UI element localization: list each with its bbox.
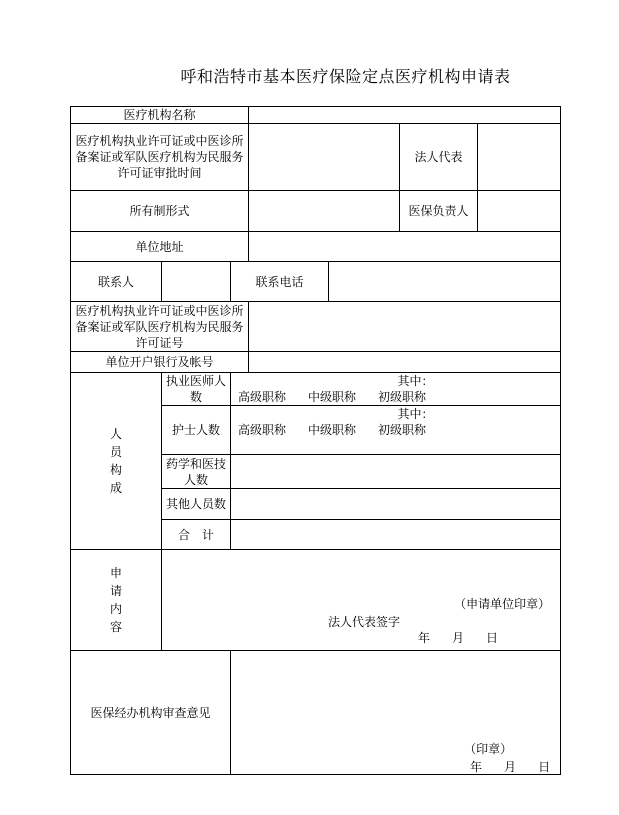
review-date: 年 月 日 (470, 760, 551, 774)
review-opinion-label: 医保经办机构审查意见 (71, 651, 231, 775)
nurses-count-field[interactable]: 其中： 高级职称 中级职称 初级职称 (231, 406, 561, 455)
total-count-label: 合 计 (162, 520, 231, 550)
institution-name-label: 医疗机构名称 (71, 107, 249, 124)
institution-name-field[interactable] (249, 107, 561, 124)
legal-rep-signature-label: 法人代表签字 (328, 615, 401, 629)
pharma-count-label: 药学和医技人数 (162, 455, 231, 489)
others-count-field[interactable] (231, 489, 561, 520)
application-date: 年 月 日 (418, 631, 499, 645)
contact-label: 联系人 (71, 262, 162, 302)
legal-rep-field[interactable] (478, 124, 561, 191)
contact-phone-field[interactable] (329, 262, 561, 302)
doctors-count-label: 执业医师人数 (162, 373, 231, 406)
pharma-count-field[interactable] (231, 455, 561, 489)
insurance-head-label: 医保负责人 (400, 191, 478, 232)
license-review-time-label: 医疗机构执业许可证或中医诊所备案证或军队医疗机构为民服务许可证审批时间 (71, 124, 249, 191)
bank-account-label: 单位开户银行及帐号 (71, 352, 249, 373)
staff-composition-label: 人 员 构 成 (71, 373, 162, 550)
legal-rep-label: 法人代表 (400, 124, 478, 191)
applicant-seal-text: （申请单位印章） (454, 597, 551, 611)
application-content-field[interactable] (162, 550, 561, 651)
license-review-time-field[interactable] (249, 124, 400, 191)
bank-account-field[interactable] (249, 352, 561, 373)
review-opinion-field[interactable] (231, 651, 561, 775)
review-seal-text: （印章） (464, 742, 513, 756)
address-label: 单位地址 (71, 232, 249, 262)
form-title: 呼和浩特市基本医疗保险定点医疗机构申请表 (180, 67, 511, 86)
license-number-label: 医疗机构执业许可证或中医诊所备案证或军队医疗机构为民服务许可证号 (71, 302, 249, 352)
nurses-count-label: 护士人数 (162, 406, 231, 455)
contact-phone-label: 联系电话 (231, 262, 329, 302)
contact-field[interactable] (162, 262, 231, 302)
others-count-label: 其他人员数 (162, 489, 231, 520)
application-content-label: 申 请 内 容 (71, 550, 162, 651)
address-field[interactable] (249, 232, 561, 262)
application-form-table (70, 106, 561, 775)
doctors-count-field[interactable]: 其中： 高级职称 中级职称 初级职称 (231, 373, 561, 406)
total-count-field[interactable] (231, 520, 561, 550)
insurance-head-field[interactable] (478, 191, 561, 232)
ownership-label: 所有制形式 (71, 191, 249, 232)
license-number-field[interactable] (249, 302, 561, 352)
ownership-field[interactable] (249, 191, 400, 232)
